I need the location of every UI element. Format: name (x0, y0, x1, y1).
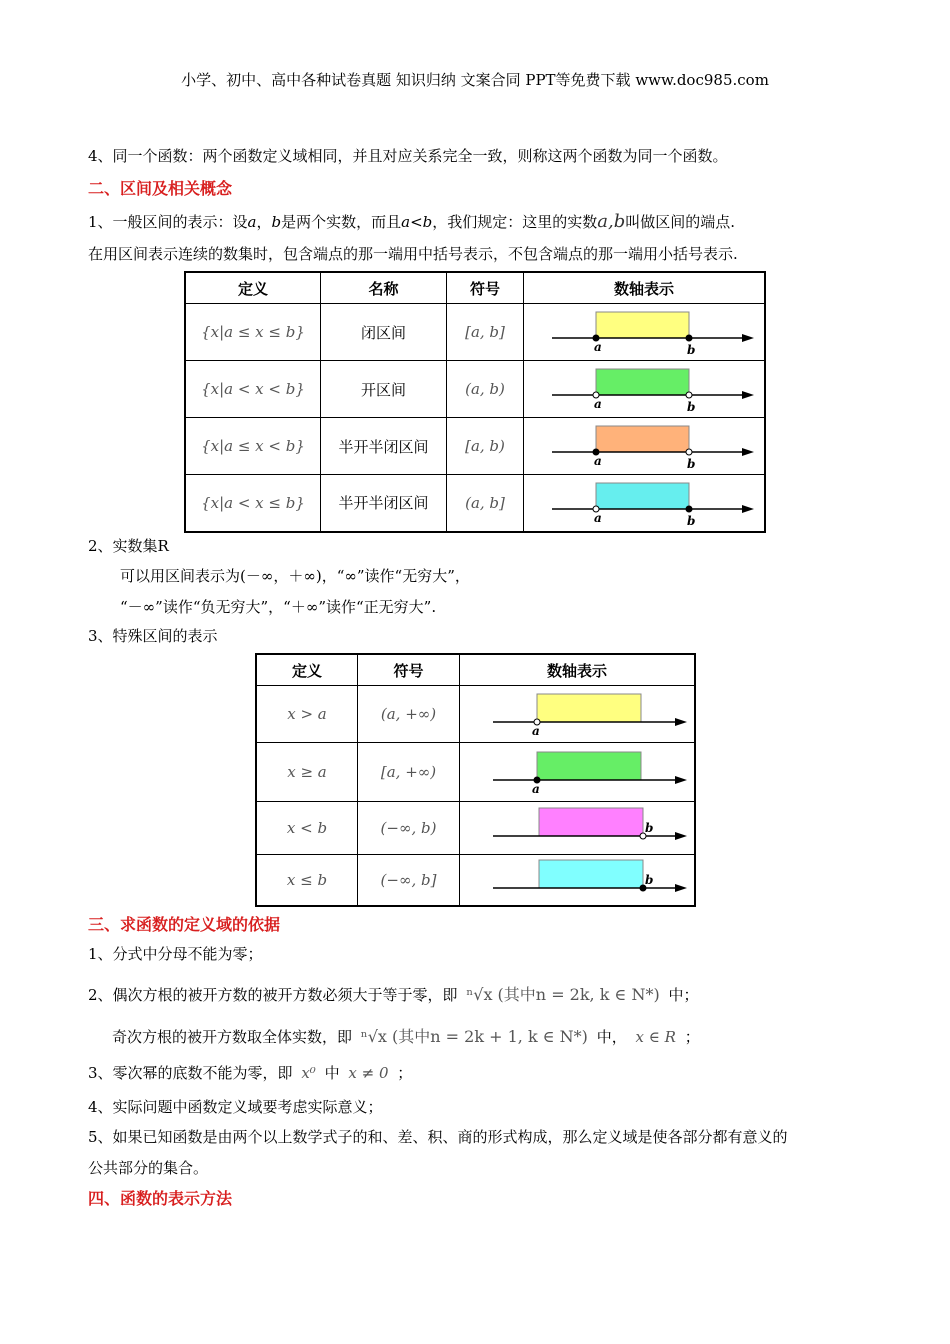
special-axis-cell (460, 855, 696, 906)
interval-row (185, 361, 765, 418)
interval-row (185, 475, 765, 532)
right-endpoint-label: b (687, 457, 696, 471)
number-line (467, 748, 687, 796)
interval-fill (537, 752, 641, 780)
interval-axis-cell (524, 418, 766, 475)
odd-root-formula: ⁿ√x (其中n = 2k + 1, k ∈ N*) (360, 1027, 588, 1046)
special-interval-row (256, 802, 695, 855)
interval-fill (539, 860, 643, 888)
endpoints-ab: a,b (597, 211, 626, 232)
interval-definition: {x|a < x < b} (185, 361, 321, 418)
special-axis-cell (460, 686, 696, 743)
interval-bracket-rule: 在用区间表示连续的数集时，包含端点的那一端用中括号表示，不包含端点的那一端用小括号表示. (88, 245, 738, 263)
right-endpoint-closed (686, 506, 692, 512)
rule-fraction: 1、分式中分母不能为零； (88, 945, 263, 963)
interval-definition: {x|a ≤ x < b} (185, 418, 321, 475)
axis-arrow-icon (742, 334, 754, 342)
t2-header-axis: 数轴表示 (460, 654, 696, 686)
interval-table (184, 271, 766, 533)
special-symbol: (a, +∞) (358, 686, 460, 743)
number-line (534, 363, 754, 415)
rule-even-root (88, 982, 698, 1005)
rule-composite-1: 5、如果已知函数是由两个以上数学式子的和、差、积、商的形式构成，那么定义域是使各部分都有意义的 (88, 1128, 788, 1146)
rule-zero-power-text: 3、零次幂的底数不能为零，即 (88, 1064, 293, 1082)
interval-axis-cell (524, 475, 766, 532)
interval-fill (596, 369, 689, 395)
special-definition: x < b (256, 802, 358, 855)
special-symbol: (−∞, b) (358, 802, 460, 855)
t1-header-def: 定义 (185, 272, 321, 304)
special-interval-row (256, 855, 695, 906)
special-symbol: (−∞, b] (358, 855, 460, 906)
left-endpoint-label: a (594, 340, 602, 354)
t1-header-name: 名称 (321, 272, 447, 304)
interval-symbol: (a, b) (447, 361, 524, 418)
t2-header-def: 定义 (256, 654, 358, 686)
rule-zero-power-mid: 中 (324, 1064, 340, 1082)
interval-def-text-b: 是两个实数，而且 (281, 213, 402, 231)
interval-def-text-d: 叫做区间的端点. (625, 213, 736, 231)
number-line (534, 306, 754, 358)
rule-composite-2: 公共部分的集合。 (88, 1159, 209, 1177)
left-endpoint-label: a (594, 397, 602, 411)
rule-odd-root-end: ； (684, 1028, 700, 1046)
interval-definition: {x|a ≤ x ≤ b} (185, 304, 321, 361)
section2-title: 二、区间及相关概念 (88, 179, 233, 198)
axis-arrow-icon (675, 884, 687, 892)
interval-fill (596, 426, 689, 452)
interval-axis-cell (524, 304, 766, 361)
special-symbol: [a, +∞) (358, 743, 460, 802)
axis-arrow-icon (675, 832, 687, 840)
interval-def-sep: ， (256, 213, 272, 231)
rule-odd-root (112, 1024, 700, 1047)
rule-practical: 4、实际问题中函数定义域要考虑实际意义； (88, 1098, 383, 1116)
a-less-b: a<b (401, 213, 433, 231)
axis-arrow-icon (742, 391, 754, 399)
right-endpoint-open (686, 392, 692, 398)
endpoint-label: b (645, 821, 654, 835)
interval-fill (539, 808, 643, 836)
interval-name: 闭区间 (321, 304, 447, 361)
interval-symbol: [a, b) (447, 418, 524, 475)
special-definition: x ≤ b (256, 855, 358, 906)
number-line (467, 690, 687, 738)
section4-title: 四、函数的表示方法 (88, 1189, 233, 1208)
section3-title: 三、求函数的定义域的依据 (88, 915, 281, 934)
page-header: 小学、初中、高中各种试卷真题 知识归纳 文案合同 PPT等免费下载 www.doc985.com (181, 71, 769, 89)
interval-fill (537, 694, 641, 722)
interval-row (185, 418, 765, 475)
number-line (467, 804, 687, 852)
special-interval-row (256, 743, 695, 802)
axis-arrow-icon (675, 776, 687, 784)
same-function-paragraph: 4、同一个函数：两个函数定义域相同，并且对应关系完全一致，则称这两个函数为同一个函数。 (88, 147, 728, 165)
interval-name: 半开半闭区间 (321, 418, 447, 475)
interval-symbol: (a, b] (447, 475, 524, 532)
endpoint-label: a (532, 724, 540, 738)
number-line (534, 420, 754, 472)
endpoint-label: b (645, 872, 654, 887)
interval-fill (596, 483, 689, 509)
right-endpoint-open (686, 449, 692, 455)
axis-arrow-icon (742, 505, 754, 513)
real-set-line2: “－∞”读作“负无穷大”，“＋∞”读作“正无穷大”. (120, 598, 437, 616)
rule-even-root-text: 2、偶次方根的被开方数的被开方数必须大于等于零，即 (88, 986, 458, 1004)
rule-zero-power-end: ； (397, 1064, 413, 1082)
left-endpoint-label: a (594, 454, 602, 468)
axis-arrow-icon (742, 448, 754, 456)
interval-row (185, 304, 765, 361)
interval-fill (596, 312, 689, 338)
rule-zero-power (88, 1062, 412, 1083)
interval-symbol: [a, b] (447, 304, 524, 361)
special-interval-table (255, 653, 696, 907)
interval-name: 开区间 (321, 361, 447, 418)
rule-even-root-end: 中； (668, 986, 699, 1004)
t1-header-axis: 数轴表示 (524, 272, 766, 304)
rule-odd-root-text: 奇次方根的被开方数取全体实数，即 (112, 1028, 353, 1046)
interval-definition: {x|a < x ≤ b} (185, 475, 321, 532)
real-set-line1: 可以用区间表示为(－∞，＋∞)，“∞”读作“无穷大”， (120, 567, 470, 585)
interval-axis-cell (524, 361, 766, 418)
special-axis-cell (460, 743, 696, 802)
axis-arrow-icon (675, 718, 687, 726)
t1-header-sym: 符号 (447, 272, 524, 304)
special-definition: x > a (256, 686, 358, 743)
endpoint-label: a (532, 782, 540, 796)
var-a: a (247, 213, 257, 231)
even-root-formula: ⁿ√x (其中n = 2k, k ∈ N*) (466, 985, 660, 1004)
rule-odd-root-mid: 中， (596, 1028, 627, 1046)
special-interval-row (256, 686, 695, 743)
special-definition: x ≥ a (256, 743, 358, 802)
left-endpoint-label: a (594, 510, 602, 525)
right-endpoint-label: b (687, 513, 696, 528)
right-endpoint-label: b (687, 400, 696, 414)
right-endpoint-closed (686, 335, 692, 341)
interval-name: 半开半闭区间 (321, 475, 447, 532)
right-endpoint-label: b (687, 343, 696, 357)
number-line (534, 477, 754, 529)
t2-header-sym: 符号 (358, 654, 460, 686)
x-not-zero: x ≠ 0 (348, 1064, 389, 1082)
x-zero-power: x⁰ (301, 1064, 316, 1082)
number-line (467, 856, 687, 904)
x-in-R: x ∈ R (635, 1028, 676, 1046)
special-interval-title: 3、特殊区间的表示 (88, 627, 218, 645)
real-set-title: 2、实数集R (88, 537, 169, 555)
var-b: b (271, 213, 282, 231)
special-axis-cell (460, 802, 696, 855)
interval-def-text-c: ，我们规定：这里的实数 (432, 213, 598, 231)
interval-definition-line (88, 211, 735, 232)
interval-def-text-a: 1、一般区间的表示：设 (88, 213, 248, 231)
